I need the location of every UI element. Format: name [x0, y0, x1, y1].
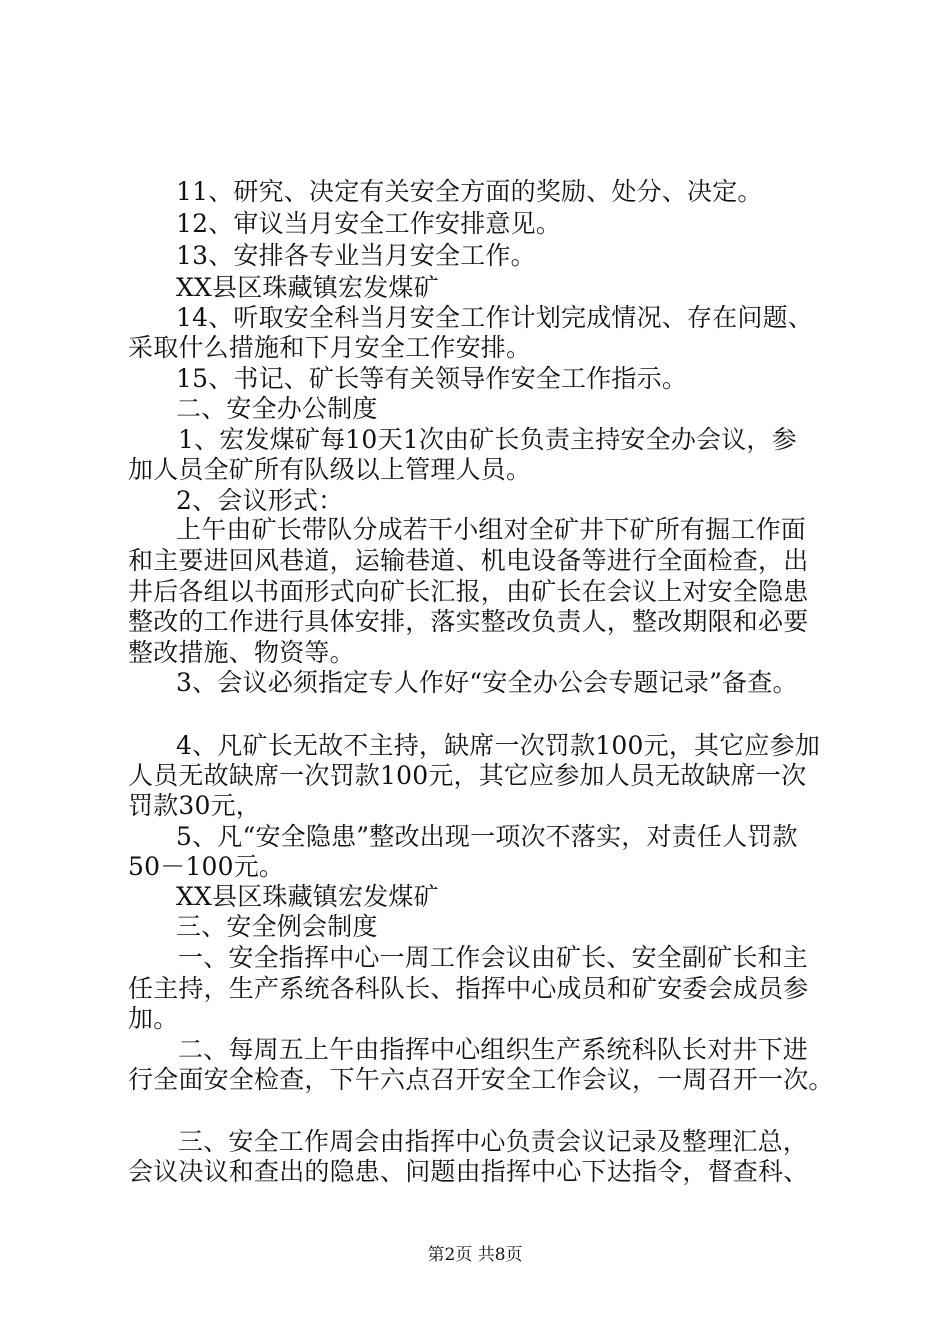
text-line: 11、研究、决定有关安全方面的奖励、处分、决定。: [176, 177, 763, 206]
text-line: 二、每周五上午由指挥中心组织生产系统科队长对井下进: [178, 1035, 809, 1064]
text-line: 5、凡“安全隐患”整改出现一项次不落实，对责任人罚款: [176, 822, 798, 851]
page-number-footer: 第2页 共8页: [427, 1245, 523, 1265]
section-heading: 二、安全办公制度: [176, 394, 378, 423]
text-line: 罚款30元，: [128, 791, 262, 820]
text-line: 加。: [128, 1004, 179, 1033]
text-line: 行全面安全检查，下午六点召开安全工作会议，一周召开一次。: [128, 1065, 834, 1094]
text-line: XX县区珠藏镇宏发煤矿: [176, 273, 439, 302]
text-line: XX县区珠藏镇宏发煤矿: [176, 882, 439, 911]
text-line: 会议决议和查出的隐患、问题由指挥中心下达指令，督查科、: [128, 1157, 809, 1186]
text-line: 一、安全指挥中心一周工作会议由矿长、安全副矿长和主: [178, 943, 809, 972]
text-line: 加人员全矿所有队级以上管理人员。: [128, 455, 532, 484]
text-line: 1、宏发煤矿每10天1次由矿长负责主持安全办会议，参: [178, 425, 797, 454]
text-line: 50－100元。: [128, 852, 285, 881]
text-line: 15、书记、矿长等有关领导作安全工作指示。: [176, 364, 688, 393]
text-line: 三、安全工作周会由指挥中心负责会议记录及整理汇总，: [178, 1127, 809, 1156]
text-line: 12、审议当月安全工作安排意见。: [176, 209, 562, 238]
text-line: 人员无故缺席一次罚款100元，其它应参加人员无故缺席一次: [128, 761, 807, 790]
text-line: 4、凡矿长无故不主持，缺席一次罚款100元，其它应参加: [176, 731, 821, 760]
text-line: 整改的工作进行具体安排，落实整改负责人，整改期限和必要: [128, 607, 809, 636]
text-line: 2、会议形式：: [176, 486, 344, 515]
text-line: 3、会议必须指定专人作好“安全办公会专题记录”备查。: [176, 668, 798, 697]
text-line: 和主要进回风巷道，运输巷道、机电设备等进行全面检查，出: [128, 546, 809, 575]
text-line: 14、听取安全科当月安全工作计划完成情况、存在问题、: [176, 303, 814, 332]
text-line: 13、安排各专业当月安全工作。: [176, 241, 536, 270]
section-heading: 三、安全例会制度: [176, 912, 378, 941]
text-line: 井后各组以书面形式向矿长汇报，由矿长在会议上对安全隐患: [128, 577, 809, 606]
text-line: 任主持，生产系统各科队长、指挥中心成员和矿安委会成员参: [128, 974, 809, 1003]
text-line: 采取什么措施和下月安全工作安排。: [128, 333, 532, 362]
text-line: 上午由矿长带队分成若干小组对全矿井下矿所有掘工作面: [176, 515, 807, 544]
text-line: 整改措施、物资等。: [128, 638, 355, 667]
